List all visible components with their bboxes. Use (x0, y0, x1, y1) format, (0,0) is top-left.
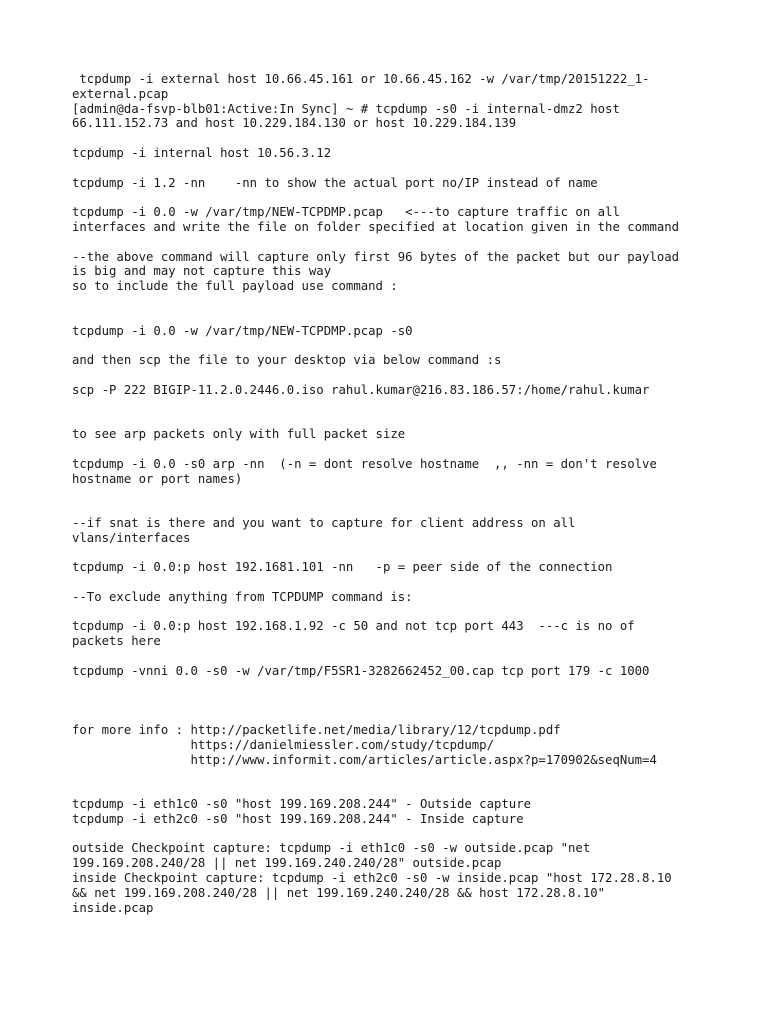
blank-line (72, 679, 702, 694)
blank-line (72, 575, 702, 590)
text-line: tcpdump -i 0.0:p host 192.168.1.92 -c 50 and not tcp port 443 ---c is no of (72, 619, 635, 634)
text-line: http://www.informit.com/articles/article.aspx?p=170902&seqNum=4 (72, 752, 657, 767)
blank-line (72, 309, 702, 324)
blank-line (72, 486, 702, 501)
text-line: inside.pcap (72, 900, 154, 915)
text-line: tcpdump -i 0.0 -s0 arp -nn (-n = dont resolve hostname ,, -nn = don't resolve (72, 456, 657, 471)
text-line: to see arp packets only with full packet size (72, 427, 406, 442)
blank-line (72, 782, 702, 797)
blank-line (72, 131, 702, 146)
blank-line (72, 235, 702, 250)
text-line: so to include the full payload use command : (72, 279, 398, 294)
text-line: tcpdump -vnni 0.0 -s0 -w /var/tmp/F5SR1-3282662452_00.cap tcp port 179 -c 1000 (72, 663, 650, 678)
blank-line (72, 294, 702, 309)
text-line: && net 199.169.208.240/28 || net 199.169.240.240/28 && host 172.28.8.10" (72, 885, 606, 900)
blank-line (72, 338, 702, 353)
text-line: tcpdump -i 0.0 -w /var/tmp/NEW-TCPDMP.pcap -s0 (72, 323, 413, 338)
text-line: tcpdump -i 1.2 -nn -nn to show the actual port no/IP instead of name (72, 175, 598, 190)
text-line: tcpdump -i eth2c0 -s0 "host 199.169.208.244" - Inside capture (72, 811, 524, 826)
text-line: tcpdump -i internal host 10.56.3.12 (72, 145, 332, 160)
text-line: outside Checkpoint capture: tcpdump -i eth1c0 -s0 -w outside.pcap "net (72, 841, 591, 856)
blank-line (72, 649, 702, 664)
text-line: and then scp the file to your desktop via below command :s (72, 353, 502, 368)
blank-line (72, 190, 702, 205)
text-line: is big and may not capture this way (72, 264, 332, 279)
document-body (72, 72, 702, 915)
blank-line (72, 368, 702, 383)
text-line: for more info : http://packetlife.net/media/library/12/tcpdump.pdf (72, 723, 561, 738)
text-line: vlans/interfaces (72, 530, 191, 545)
blank-line (72, 546, 702, 561)
text-line: tcpdump -i eth1c0 -s0 "host 199.169.208.244" - Outside capture (72, 797, 532, 812)
text-line: https://danielmiessler.com/study/tcpdump/ (72, 737, 494, 752)
text-line: interfaces and write the file on folder specified at location given in the command (72, 219, 680, 234)
blank-line (72, 605, 702, 620)
text-line: 66.111.152.73 and host 10.229.184.130 or host 10.229.184.139 (72, 116, 517, 131)
blank-line (72, 708, 702, 723)
text-line: packets here (72, 634, 161, 649)
text-line: tcpdump -i 0.0 -w /var/tmp/NEW-TCPDMP.pcap <---to capture traffic on all (72, 205, 620, 220)
blank-line (72, 693, 702, 708)
blank-line (72, 501, 702, 516)
text-line: external.pcap (72, 86, 169, 101)
text-line: hostname or port names) (72, 471, 243, 486)
blank-line (72, 827, 702, 842)
text-line: tcpdump -i 0.0:p host 192.1681.101 -nn -p = peer side of the connection (72, 560, 613, 575)
text-line: 199.169.208.240/28 || net 199.169.240.240/28" outside.pcap (72, 856, 502, 871)
blank-line (72, 161, 702, 176)
blank-line (72, 767, 702, 782)
text-line: inside Checkpoint capture: tcpdump -i eth2c0 -s0 -w inside.pcap "host 172.28.8.10 (72, 871, 672, 886)
text-line: --the above command will capture only first 96 bytes of the packet but our payload (72, 249, 680, 264)
blank-line (72, 442, 702, 457)
text-line: --To exclude anything from TCPDUMP command is: (72, 589, 413, 604)
blank-line (72, 398, 702, 413)
blank-line (72, 412, 702, 427)
text-line: --if snat is there and you want to capture for client address on all (72, 515, 576, 530)
text-line: [admin@da-fsvp-blb01:Active:In Sync] ~ # tcpdump -s0 -i internal-dmz2 host (72, 101, 620, 116)
text-line: tcpdump -i external host 10.66.45.161 or 10.66.45.162 -w /var/tmp/20151222_1- (72, 72, 650, 86)
text-line: scp -P 222 BIGIP-11.2.0.2446.0.iso rahul.kumar@216.83.186.57:/home/rahul.kumar (72, 382, 650, 397)
